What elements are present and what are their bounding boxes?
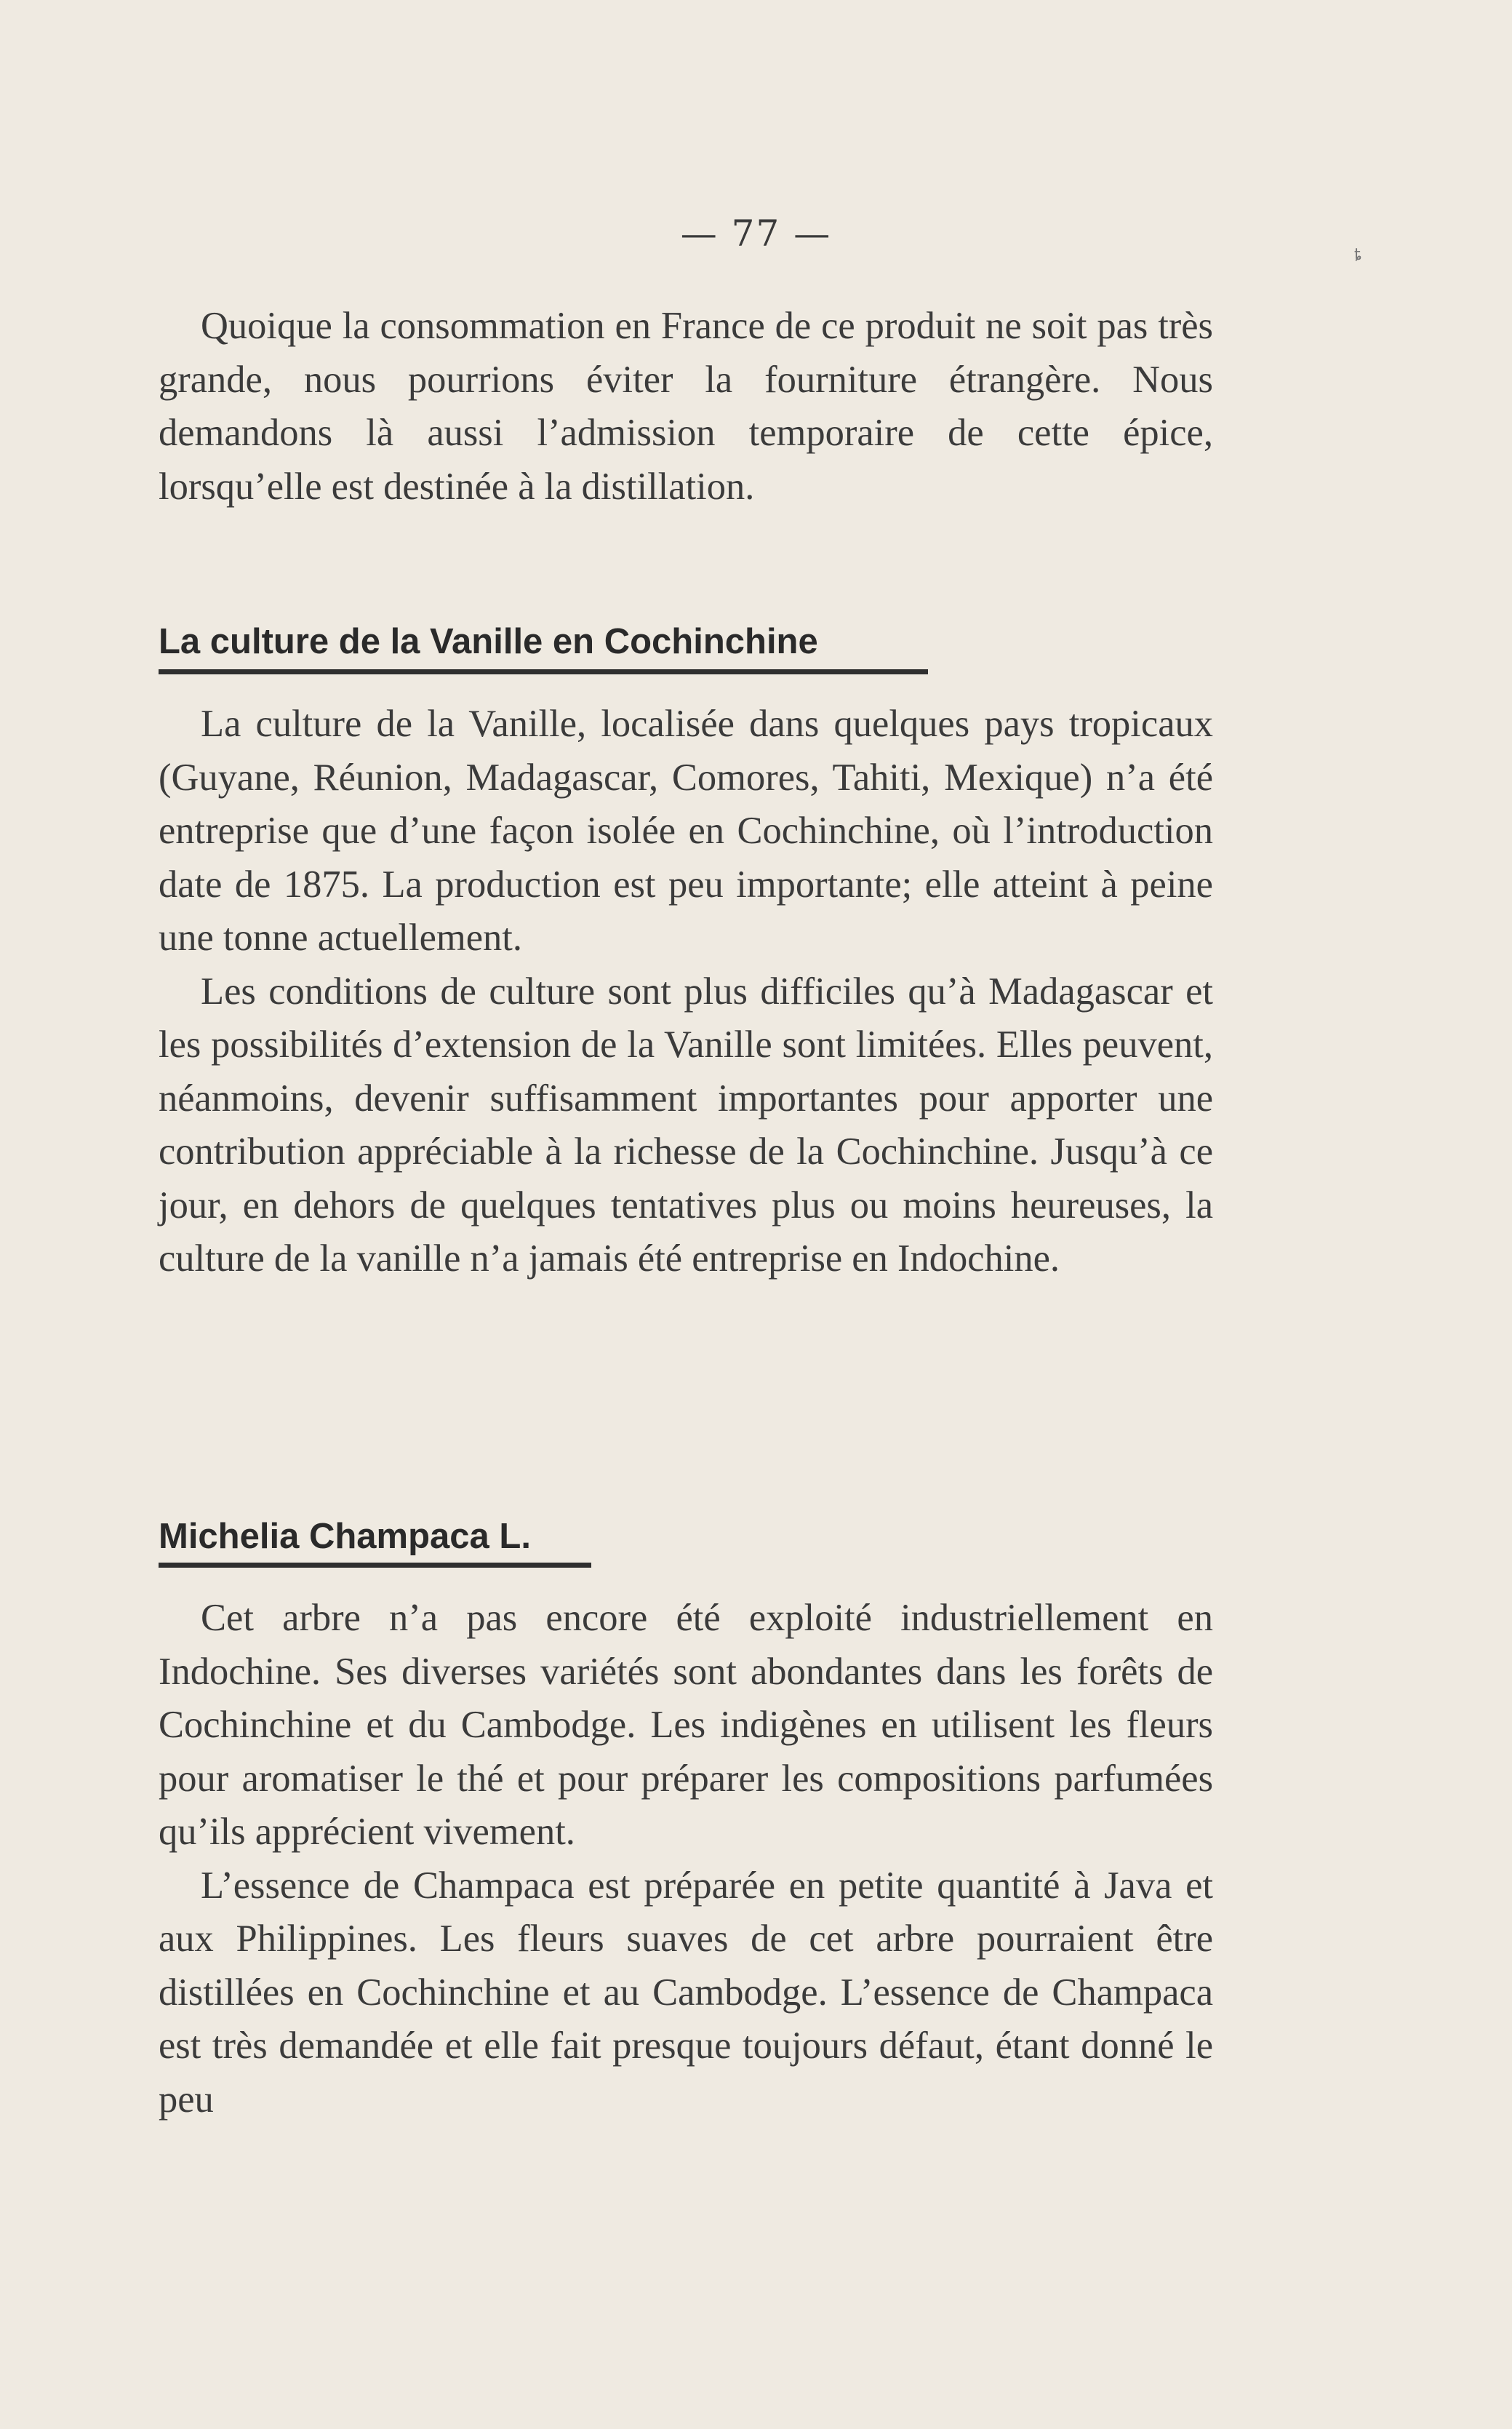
heading-underline (159, 669, 928, 674)
heading-underline (159, 1563, 591, 1568)
paragraph: Les conditions de culture sont plus difficiles qu’à Madagascar et les possibilités d’extension de la Vanille sont limitées. Elles peuvent, néanmoins, devenir suffisamment importantes pour apporter une contribution appréciable à la richesse de la Cochinchine. Jusqu’à ce jour, en dehors de quelques tentatives plus ou moins heureuses, la culture de la vanille n’a jamais été entreprise en Indochine. (159, 970, 1213, 1280)
page-number: — 77 — (680, 212, 832, 255)
section-heading-vanille: La culture de la Vanille en Cochinchine (159, 622, 818, 661)
section-body-vanille (159, 698, 1213, 1286)
paragraph: Quoique la consommation en France de ce produit ne soit pas très grande, nous pourrions éviter la fourniture étrangère. Nous demandons là aussi l’admission temporaire de cette épice, lorsqu’elle est destinée à la distillation. (159, 305, 1213, 508)
section-body-champaca (159, 1592, 1213, 2126)
paragraph: Cet arbre n’a pas encore été exploité industriellement en Indochine. Ses diverses variétés sont abondantes dans les forêts de Cochinchine et du Cambodge. Les indigènes en utilisent les fleurs pour aromatiser le thé et pour préparer les compositions parfumées qu’ils apprécient vivement. (159, 1597, 1213, 1853)
section-heading-champaca: Michelia Champaca L. (159, 1517, 531, 1556)
paragraph: L’essence de Champaca est préparée en petite quantité à Java et aux Philippines. Les fleurs suaves de cet arbre pourraient être distillées en Cochinchine et au Cambodge. L’essence de Champaca est très demandée et elle fait presque toujours défaut, étant donné le peu (159, 1864, 1213, 2121)
paragraph: La culture de la Vanille, localisée dans quelques pays tropicaux (Guyane, Réunion, Madagascar, Comores, Tahiti, Mexique) n’a été entreprise que d’une façon isolée en Cochinchine, où l’introduction date de 1875. La production est peu importante; elle atteint à peine une tonne actuellement. (159, 703, 1213, 959)
margin-mark: ȶ (1354, 246, 1362, 264)
opening-paragraph-block (159, 300, 1213, 514)
